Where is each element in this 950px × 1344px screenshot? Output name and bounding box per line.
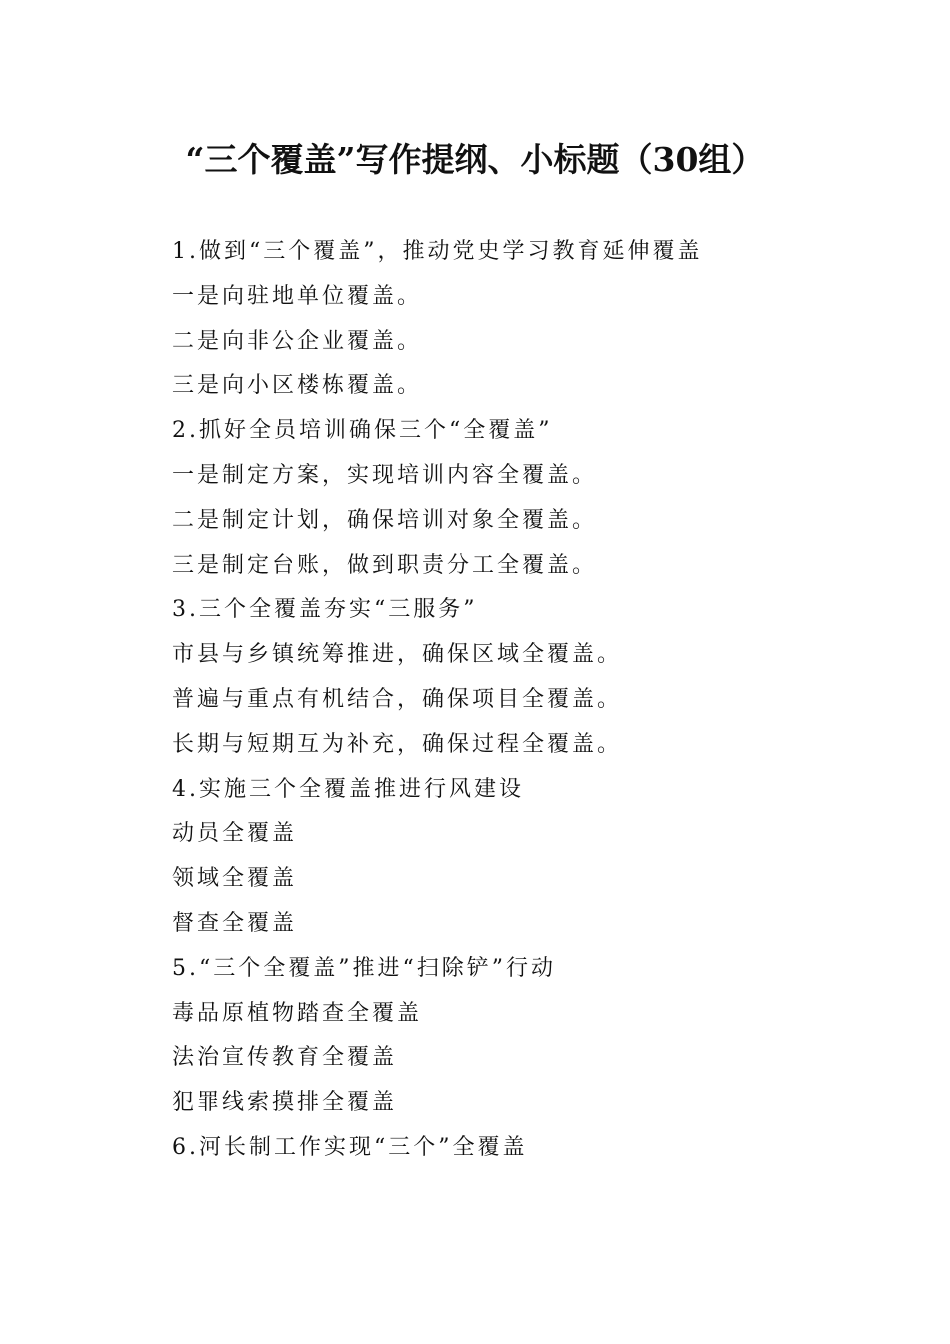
outline-item: 督查全覆盖 (172, 910, 298, 936)
outline-item: 一是向驻地单位覆盖。 (172, 283, 423, 309)
outline-item: 普遍与重点有机结合，确保项目全覆盖。 (172, 686, 623, 712)
outline-item: 一是制定方案，实现培训内容全覆盖。 (172, 462, 598, 488)
outline-item: 市县与乡镇统筹推进，确保区域全覆盖。 (172, 642, 623, 668)
document-title: “三个覆盖”写作提纲、小标题（30组） (185, 140, 765, 179)
outline-item: 毒品原植物踏查全覆盖 (172, 1000, 423, 1026)
outline-heading: 4.实施三个全覆盖推进行风建设 (172, 776, 524, 802)
outline-item: 三是制定台账，做到职责分工全覆盖。 (172, 552, 598, 578)
outline-item: 三是向小区楼栋覆盖。 (172, 373, 423, 399)
outline-heading: 1.做到“三个覆盖”，推动党史学习教育延伸覆盖 (172, 239, 703, 264)
outline-item: 二是向非公企业覆盖。 (172, 328, 423, 354)
outline-heading: 6.河长制工作实现“三个”全覆盖 (172, 1134, 528, 1160)
outline-heading: 3.三个全覆盖夯实“三服务” (172, 597, 478, 623)
outline-heading: 5.“三个全覆盖”推进“扫除铲”行动 (172, 955, 556, 981)
outline-item: 法治宣传教育全覆盖 (172, 1045, 398, 1071)
outline-item: 领域全覆盖 (172, 866, 298, 892)
outline-item: 犯罪线索摸排全覆盖 (172, 1090, 398, 1116)
outline-item: 长期与短期互为补充，确保过程全覆盖。 (172, 731, 623, 757)
outline-heading: 2.抓好全员培训确保三个“全覆盖” (172, 418, 553, 444)
outline-item: 二是制定计划，确保培训对象全覆盖。 (172, 507, 598, 533)
outline-item: 动员全覆盖 (172, 821, 298, 847)
outline-list (172, 230, 872, 1171)
